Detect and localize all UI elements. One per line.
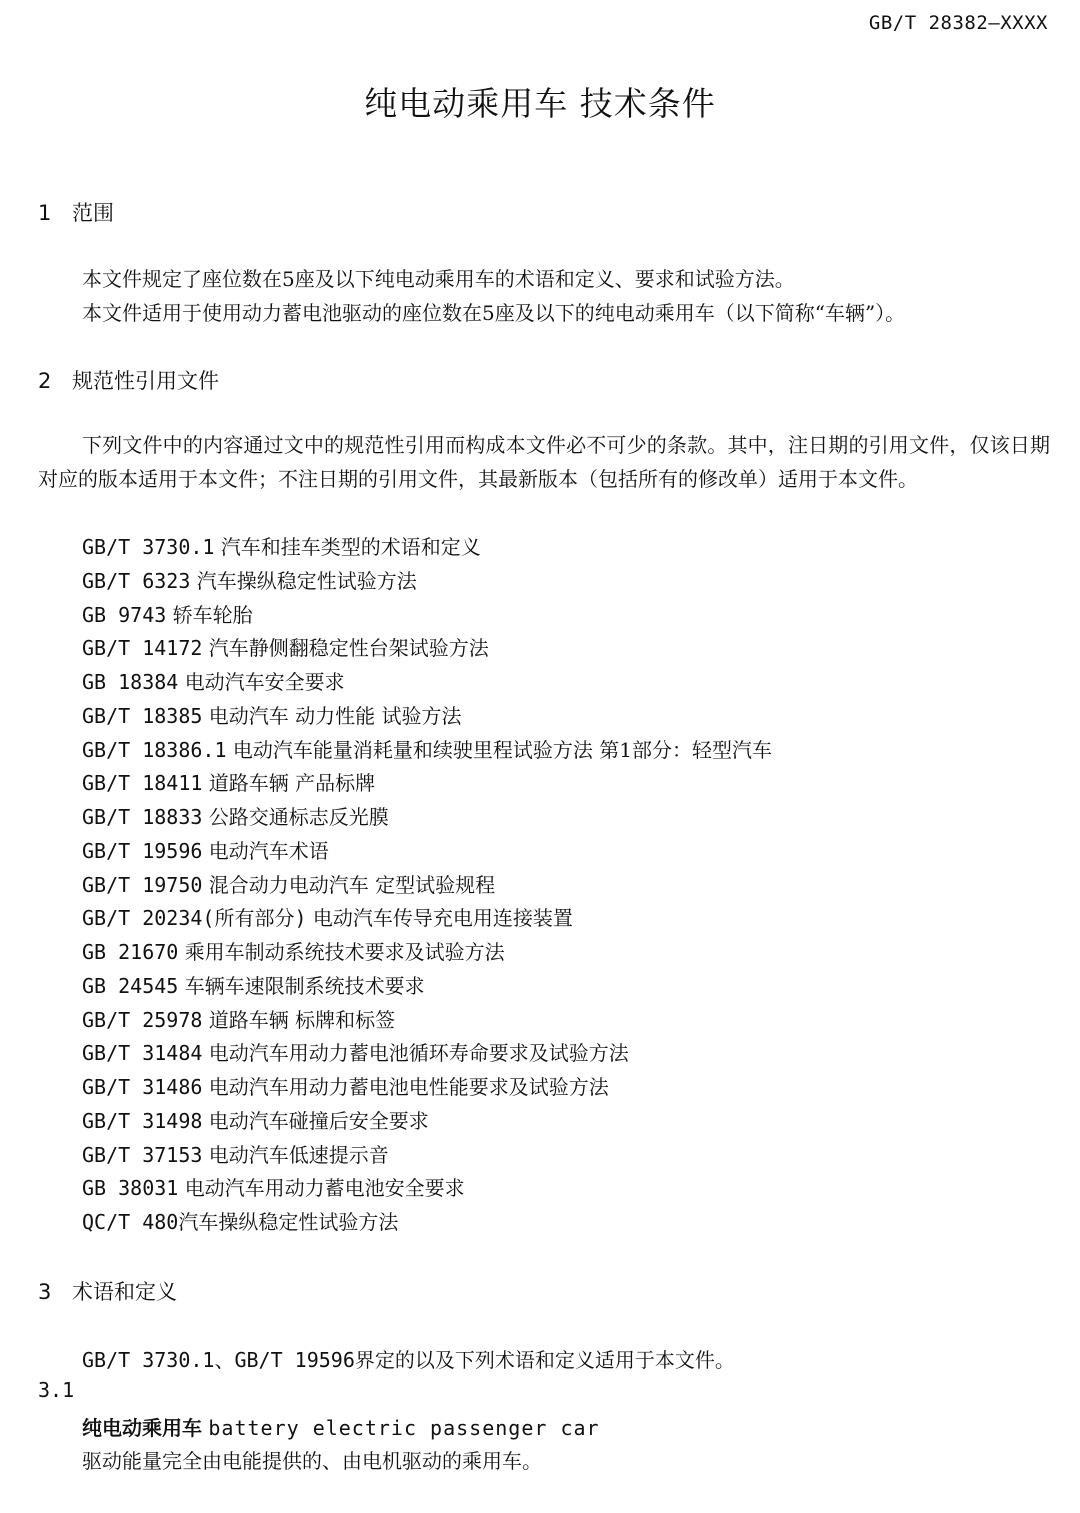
section-3-heading [38,1276,177,1306]
reference-item [82,599,772,633]
reference-title: 电动汽车用动力蓄电池循环寿命要求及试验方法 [208,1041,629,1066]
reference-code: GB 24545 [82,973,179,998]
reference-code: GB/T 14172 [82,636,203,661]
reference-list [82,531,772,1240]
reference-title: 电动汽车低速提示音 [208,1142,389,1167]
reference-code: GB/T 6323 [82,568,191,593]
reference-item [82,1105,772,1139]
normative-references-intro: 下列文件中的内容通过文中的规范性引用而构成本文件必不可少的条款。其中，注日期的引用文件，仅该日期对应的版本适用于本文件；不注日期的引用文件，其最新版本（包括所有的修改单）适用于本文件。 [38,433,1050,491]
reference-item [82,801,772,835]
document-id: GB/T 28382—XXXX [868,12,1048,34]
section-number: 2 [38,369,52,393]
reference-code: GB/T 18385 [82,703,203,728]
reference-item [82,531,772,565]
reference-title: 电动汽车安全要求 [184,670,345,694]
reference-code: GB/T 25978 [82,1007,203,1032]
scope-paragraph-1: 本文件规定了座位数在5座及以下纯电动乘用车的术语和定义、要求和试验方法。 [82,267,795,291]
term-name [82,1412,600,1441]
reference-title: 汽车操纵稳定性试验方法 [196,568,417,593]
reference-title: 轿车轮胎 [172,602,253,627]
reference-item [82,565,772,599]
reference-code: GB/T 3730.1 [82,535,215,559]
reference-item [82,1071,772,1105]
reference-code: GB/T 31484 [82,1041,203,1066]
reference-code: GB/T 31486 [82,1075,203,1099]
section-number: 3 [38,1280,52,1304]
reference-title: 车辆车速限制系统技术要求 [184,973,425,998]
reference-item [82,936,772,970]
reference-title: 道路车辆 标牌和标签 [208,1007,396,1032]
reference-title: 电动汽车传导充电用连接装置 [312,906,573,931]
reference-title: 电动汽车用动力蓄电池安全要求 [184,1176,465,1201]
reference-item [82,1206,772,1240]
reference-item [82,666,772,700]
reference-item [82,767,772,801]
reference-title: 汽车静侧翻稳定性台架试验方法 [208,636,489,661]
reference-item [82,734,772,768]
reference-title: 乘用车制动系统技术要求及试验方法 [184,940,505,964]
reference-code: GB 18384 [82,670,179,694]
section-1-heading [38,197,114,227]
reference-title: 公路交通标志反光膜 [208,805,389,829]
section-title: 术语和定义 [72,1280,177,1304]
reference-code: GB/T 31498 [82,1108,203,1133]
reference-code: GB/T 37153 [82,1142,203,1167]
reference-title: 道路车辆 产品标牌 [208,771,376,796]
reference-item [82,1004,772,1038]
reference-title: 汽车和挂车类型的术语和定义 [220,535,481,559]
term-definition: 驱动能量完全由电能提供的、由电机驱动的乘用车。 [82,1449,542,1473]
reference-title: 电动汽车能量消耗量和续驶里程试验方法 第1部分：轻型汽车 [232,737,772,762]
terms-intro: GB/T 3730.1、GB/T 19596界定的以及下列术语和定义适用于本文件。 [82,1348,735,1372]
reference-title: 电动汽车术语 [208,838,329,863]
reference-item [82,632,772,666]
reference-title: 电动汽车 动力性能 试验方法 [208,703,462,728]
reference-item [82,1037,772,1071]
reference-item [82,970,772,1004]
reference-item [82,1172,772,1206]
section-title: 范围 [72,201,114,225]
reference-code: GB/T 19596 [82,838,203,863]
term-number: 3.1 [38,1378,75,1402]
reference-title: 电动汽车碰撞后安全要求 [208,1108,429,1133]
term-name-cn: 纯电动乘用车 [82,1416,202,1440]
section-2-heading [38,365,219,395]
reference-code: GB/T 19750 [82,872,203,897]
reference-item [82,700,772,734]
reference-item [82,869,772,903]
reference-item [82,902,772,936]
scope-paragraph-2: 本文件适用于使用动力蓄电池驱动的座位数在5座及以下的纯电动乘用车（以下简称“车辆”）。 [82,301,906,325]
reference-code: GB/T 20234(所有部分) [82,906,307,931]
reference-title: 电动汽车用动力蓄电池电性能要求及试验方法 [208,1075,609,1099]
reference-code: GB 21670 [82,940,179,964]
reference-code: GB/T 18386.1 [82,737,227,762]
reference-item [82,835,772,869]
reference-title: 混合动力电动汽车 定型试验规程 [208,872,496,897]
reference-code: GB/T 18411 [82,771,203,796]
reference-title: 汽车操纵稳定性试验方法 [178,1210,399,1234]
reference-code: GB 38031 [82,1176,179,1201]
reference-code: QC/T 480 [82,1210,179,1234]
section-title: 规范性引用文件 [72,369,219,393]
section-number: 1 [38,201,52,225]
term-name-en: battery electric passenger car [208,1416,600,1440]
reference-item [82,1139,772,1173]
reference-code: GB/T 18833 [82,805,203,829]
reference-code: GB 9743 [82,602,167,627]
document-title: 纯电动乘用车 技术条件 [364,84,716,123]
